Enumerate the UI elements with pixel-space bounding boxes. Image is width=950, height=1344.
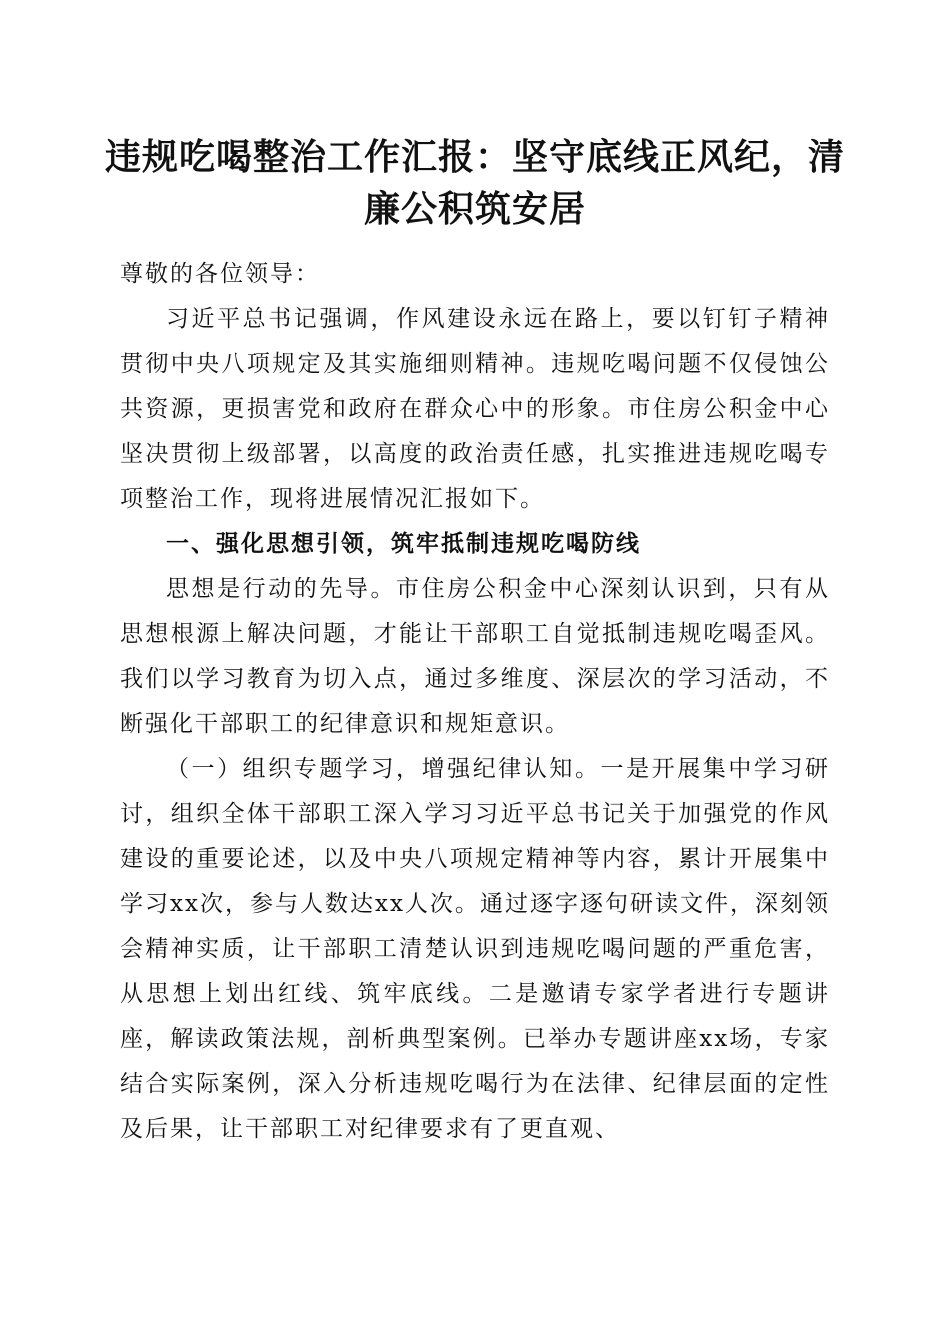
section-1-sub-1-title: （一）组织专题学习，增强纪律认知。 [166, 756, 601, 782]
salutation: 尊敬的各位领导： [120, 261, 320, 287]
section-1-intro: 思想是行动的先导。市住房公积金中心深刻认识到，只有从思想根源上解决问题，才能让干部职工自觉抵制违规吃喝歪风。我们以学习教育为切入点，通过多维度、深层次的学习活动，不断强化干部职工的纪律意识和规矩意识。 [120, 576, 830, 737]
section-1-heading: 一、强化思想引领，筑牢抵制违规吃喝防线 [166, 531, 641, 557]
intro-paragraph: 习近平总书记强调，作风建设永远在路上，要以钉钉子精神贯彻中央八项规定及其实施细则精神。违规吃喝问题不仅侵蚀公共资源，更损害党和政府在群众心中的形象。市住房公积金中心坚决贯彻上级部署，以高度的政治责任感，扎实推进违规吃喝专项整治工作，现将进展情况汇报如下。 [120, 306, 830, 512]
document-body [120, 252, 830, 1152]
section-1-sub-1 [120, 747, 830, 1152]
section-1-sub-1-body: 一是开展集中学习研讨，组织全体干部职工深入学习习近平总书记关于加强党的作风建设的重要论述，以及中央八项规定精神等内容，累计开展集中学习xx次，参与人数达xx人次。通过逐字逐句研读文件，深刻领会精神实质，让干部职工清楚认识到违规吃喝问题的严重危害，从思想上划出红线、筑牢底线。二是邀请专家学者进行专题讲座，解读政策法规，剖析典型案例。已举办专题讲座xx场，专家结合实际案例，深入分析违规吃喝行为在法律、纪律层面的定性及后果，让干部职工对纪律要求有了更直观、 [120, 756, 831, 1142]
document-title: 违规吃喝整治工作汇报：坚守底线正风纪，清廉公积筑安居 [104, 136, 845, 230]
